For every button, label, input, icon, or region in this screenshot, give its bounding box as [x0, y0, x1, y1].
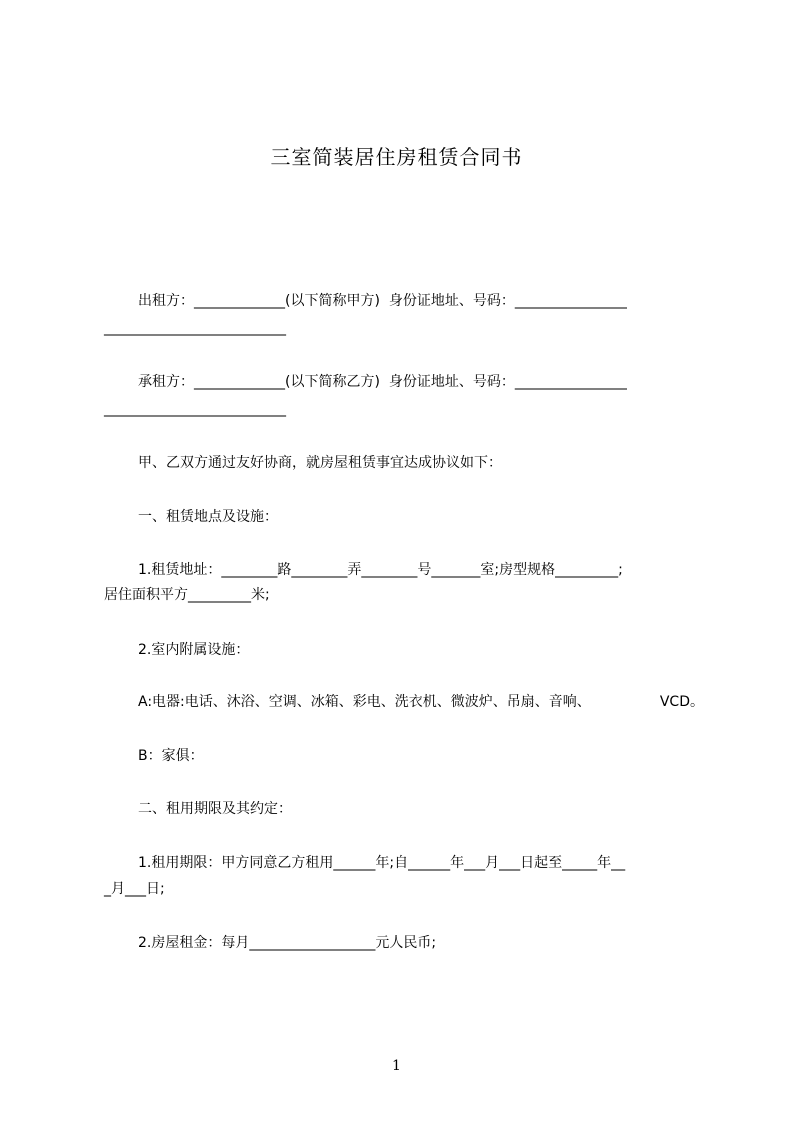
- page-number: 1: [392, 1058, 401, 1074]
- lease-term-line: 1.租用期限：甲方同意乙方租用______年;自______年___月___日起至_____年__: [138, 855, 626, 871]
- lessee-line: 承租方：_____________(以下简称乙方) 身份证地址、号码：________________: [138, 374, 627, 390]
- lessor-line: 出租方：_____________(以下简称甲方) 身份证地址、号码：________________: [138, 293, 627, 309]
- appliances-line: [138, 692, 704, 712]
- document-title: 三室简装居住房租赁合同书: [270, 145, 523, 169]
- rental-address-line: 1.租赁地址：________路________弄________号_______室;房型规格_________;: [138, 562, 623, 578]
- section-2-heading: 二、租用期限及其约定：: [138, 801, 292, 817]
- lease-term-line-continued: _月___日;: [104, 881, 165, 897]
- lessor-line-continued: __________________________: [104, 320, 286, 336]
- facilities-heading: 2.室内附属设施：: [138, 642, 250, 658]
- appliances-vcd: VCD。: [659, 694, 704, 710]
- lessee-line-continued: __________________________: [104, 401, 286, 417]
- rent-line: 2.房屋租金：每月__________________元人民币;: [138, 935, 437, 951]
- appliances-list: A:电器:电话、沐浴、空调、冰箱、彩电、洗衣机、微波炉、吊扇、音响、: [138, 694, 591, 710]
- furniture-line: B：家俱：: [138, 748, 204, 764]
- section-1-heading: 一、租赁地点及设施：: [138, 509, 278, 525]
- living-area-line: 居住面积平方_________米;: [104, 587, 270, 603]
- intro-paragraph: 甲、乙双方通过友好协商，就房屋租赁事宜达成协议如下：: [138, 455, 502, 471]
